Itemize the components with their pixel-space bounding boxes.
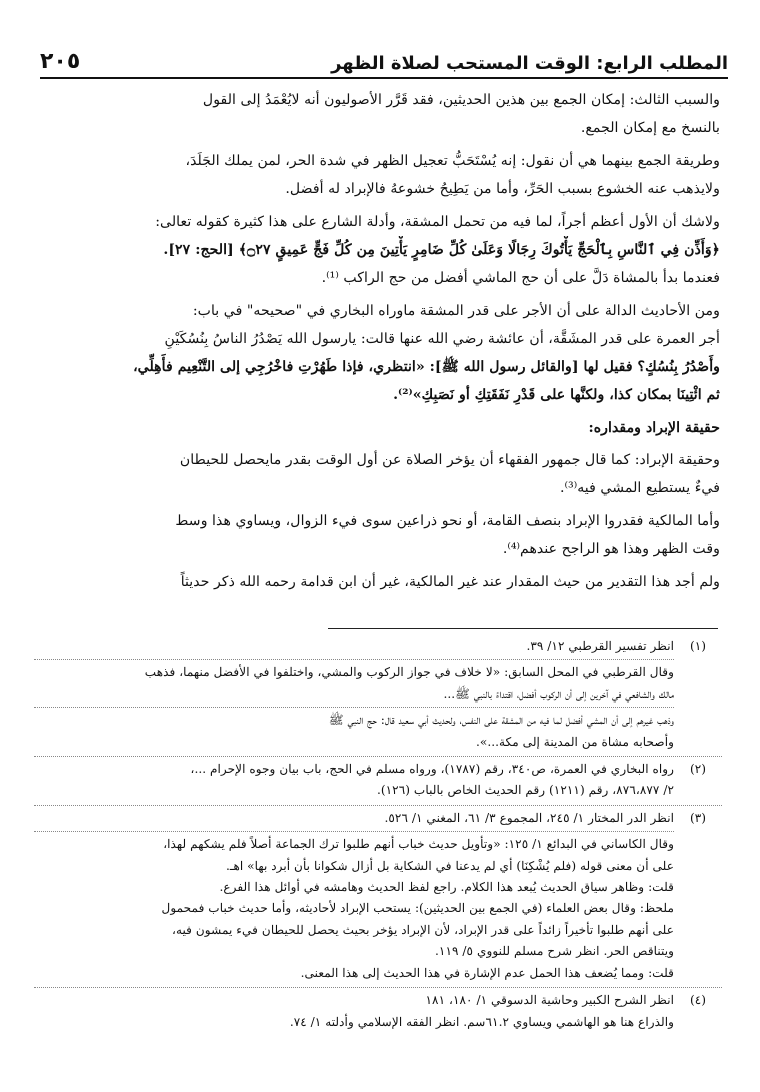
text-line: وأما المالكية فقدروا الإبراد بنصف القامة، أو نحو ذراعين سوى فيء الزوال، ويساوي هذا وسط bbox=[175, 513, 720, 529]
footnote-2 bbox=[34, 759, 722, 802]
text-line: ولم أجد هذا التقدير من حيث المقدار عند غير المالكية، غير أن ابن قدامة رحمه الله ذكر حديثاً bbox=[180, 574, 720, 590]
footnote-line: والذراع هنا هو الهاشمي ويساوي ٦١.٢سم. انظر الفقه الإسلامي وأدلته ١/ ٧٤. bbox=[289, 1014, 674, 1029]
text-line: ولاشك أن الأول أعظم أجراً، لما فيه من تحمل المشقة، وأدلة الشارع على هذا كثيرة كقوله تعالى: bbox=[155, 214, 720, 230]
paragraph-maliki bbox=[44, 507, 720, 563]
dotted-divider bbox=[34, 831, 674, 832]
text-line: فيءٌ يستطيع المشي فيه⁽³⁾. bbox=[560, 480, 720, 496]
footnote-line: انظر تفسير القرطبي ١٢/ ٣٩. bbox=[526, 639, 674, 653]
paragraph-reward bbox=[44, 208, 720, 292]
footnote-line: ملحظ: وقال بعض العلماء (في الجمع بين الحديثين): يستحب الإبراد لأحاديثه، وأما حديث خباب فمحمول bbox=[161, 901, 674, 916]
hadith-text: ثم ائْتِينَا بمكان كذا، ولكنَّها على قَدْرِ نَفَقَتِكِ أو نَصَبِكِ»⁽²⁾. bbox=[393, 387, 720, 403]
quran-verse: ﴿وَأَذِّن فِي ٱلنَّاسِ بِٱلْحَجِّ يَأْتُوكَ رِجَالًا وَعَلَىٰ كُلِّ ضَامِرٍ يَأْتِينَ مِن كُلِّ فَجٍّ عَمِيقٍ ۝٢٧﴾ [الحج: ٢٧]. bbox=[163, 242, 720, 258]
text-line: وقت الظهر وهذا هو الراجح عندهم⁽⁴⁾. bbox=[502, 541, 720, 557]
text-line: ولايذهب عنه الخشوع بسبب الحَرِّ، وأما من يَطِيحُ خشوعهُ فالإبراد له أفضل. bbox=[285, 181, 720, 197]
dotted-divider bbox=[34, 805, 722, 806]
footnote-line: انظر الدر المختار ١/ ٢٤٥، المجموع ٣/ ٦١، المغني ١/ ٥٢٦. bbox=[384, 810, 674, 825]
footnote-text bbox=[34, 990, 674, 1033]
text-line: بالنسخ مع إمكان الجمع. bbox=[580, 120, 720, 136]
footnote-3 bbox=[34, 808, 722, 984]
footnote-line: ٢/ ٨٧٦،٨٧٧، رقم (١٢١١) رقم الحديث الخاص بالباب (١٢٦). bbox=[376, 783, 674, 798]
main-text bbox=[44, 86, 720, 601]
dotted-divider bbox=[34, 756, 722, 757]
text-line: فعندما بدأ بالمشاة دَلَّ على أن حج الماشي أفضل من حج الراكب ⁽¹⁾. bbox=[321, 270, 720, 286]
footnote-number: (٤) bbox=[689, 993, 707, 1008]
text-line: والسبب الثالث: إمكان الجمع بين هذين الحديثين، فقد قَرَّر الأصوليون أنه لايُعْمَدُ إلى القول bbox=[202, 92, 720, 108]
footnote-line: انظر الشرح الكبير وحاشية الدسوقي ١/ ١٨٠، ١٨١ bbox=[425, 993, 674, 1008]
text-line: أجر العمرة على قدر المشَقَّة، أن عائشة رضي الله عنها قالت: يارسول الله يَصْدُرُ الناسُ بِنُسُكَيْنِ bbox=[164, 331, 720, 347]
paragraph-third-reason bbox=[44, 86, 720, 142]
footnote-number: (٢) bbox=[689, 762, 707, 777]
footnote-line: وقال القرطبي في المحل السابق: «لا خلاف في جواز الركوب والمشي، واختلفوا في الأفضل منهما، فذهب bbox=[144, 665, 674, 680]
footnote-line: رواه البخاري في العمرة، ص٣٤٠، رقم (١٧٨٧)، ورواه مسلم في الحج، باب بيان وجوه الإحرام ...، bbox=[190, 762, 674, 777]
footnote-number: (٣) bbox=[689, 810, 707, 825]
paragraph-reconciliation bbox=[44, 147, 720, 203]
footnote-text bbox=[34, 808, 674, 984]
footnote-line: على أن معنى قوله (فلم يُشْكِنَا) أي لم يدعنا في الشكاية بل أزال شكوانا بأن أبرد بها» اهـ. bbox=[226, 858, 674, 873]
footnotes bbox=[34, 636, 722, 1036]
footnote-text bbox=[34, 759, 674, 802]
footnote-text bbox=[34, 636, 674, 753]
footnote-line: وذهب غيرهم إلى أن المشي أفضل لما فيه من المشقة على النفس، ولحديث أبي سعيد قال: حج النبي ﷺ bbox=[328, 713, 674, 728]
page-number: ٢٠٥ bbox=[40, 49, 81, 74]
footnote-line: قلت: ومما يُضعف هذا الحمل عدم الإشارة في هذا الحديث إلى هذا المعنى. bbox=[300, 965, 674, 980]
dotted-divider bbox=[34, 987, 722, 988]
footnote-line: وقال الكاساني في البدائع ١/ ١٢٥: «وتأويل حديث خباب أنهم طلبوا ترك الجماعة أصلاً فلم يشكهم لهذا، bbox=[163, 837, 674, 852]
paragraph-ibn-qudama bbox=[44, 568, 720, 596]
footnote-number: (١) bbox=[689, 639, 707, 653]
running-header bbox=[40, 34, 728, 74]
footnote-line: مالك والشافعي في آخرين إلى أن الركوب أفضل، اقتداءً بالنبي ﷺ... bbox=[443, 686, 674, 701]
paragraph-hadith bbox=[44, 297, 720, 409]
text-line: ومن الأحاديث الدالة على أن الأجر على قدر المشقة ماوراه البخاري في "صحيحه" في باب: bbox=[192, 303, 720, 319]
text-line: وحقيقة الإبراد: كما قال جمهور الفقهاء أن يؤخر الصلاة عن أول الوقت بقدر مايحصل للحيطان bbox=[179, 452, 720, 468]
dotted-divider bbox=[34, 659, 674, 660]
header-title: المطلب الرابع: الوقت المستحب لصلاة الظهر bbox=[331, 53, 728, 74]
paragraph-definition bbox=[44, 446, 720, 502]
section-heading: حقيقة الإبراد ومقداره: bbox=[588, 420, 720, 436]
footnote-4 bbox=[34, 990, 722, 1033]
footnote-line: وأصحابه مشاة من المدينة إلى مكة...». bbox=[476, 734, 674, 749]
hadith-text: وأَصْدُرُ بِنُسُكٍ؟ فقيل لها [والقائل رسول الله ﷺ]: «انتظري، فإذا طَهُرْتِ فاخْرُجِي إلى التَّنْعِيم فأَهِلِّي، bbox=[133, 359, 720, 375]
dotted-divider bbox=[34, 707, 674, 708]
footnote-line: قلت: وظاهر سياق الحديث يُبعد هذا الكلام. راجع لفظ الحديث وهامشه في أوائل هذا الفرع. bbox=[219, 880, 674, 895]
text-line: وطريقة الجمع بينهما هي أن نقول: إنه يُسْتَحَبُّ تعجيل الظهر في شدة الحر، لمن يملك الجَلَدَ، bbox=[185, 153, 720, 169]
header-rule bbox=[40, 77, 728, 79]
footnote-line: على أنهم طلبوا تأخيراً زائداً على قدر الإبراد، لأن الإبراد يؤخر بحيث يحصل للحيطان فيء يمشون فيه، bbox=[172, 922, 674, 937]
footnote-line: ويتناقص الحر. انظر شرح مسلم للنووي ٥/ ١١٩. bbox=[435, 944, 674, 959]
footnote-1 bbox=[34, 636, 722, 753]
footnote-rule bbox=[328, 628, 718, 629]
